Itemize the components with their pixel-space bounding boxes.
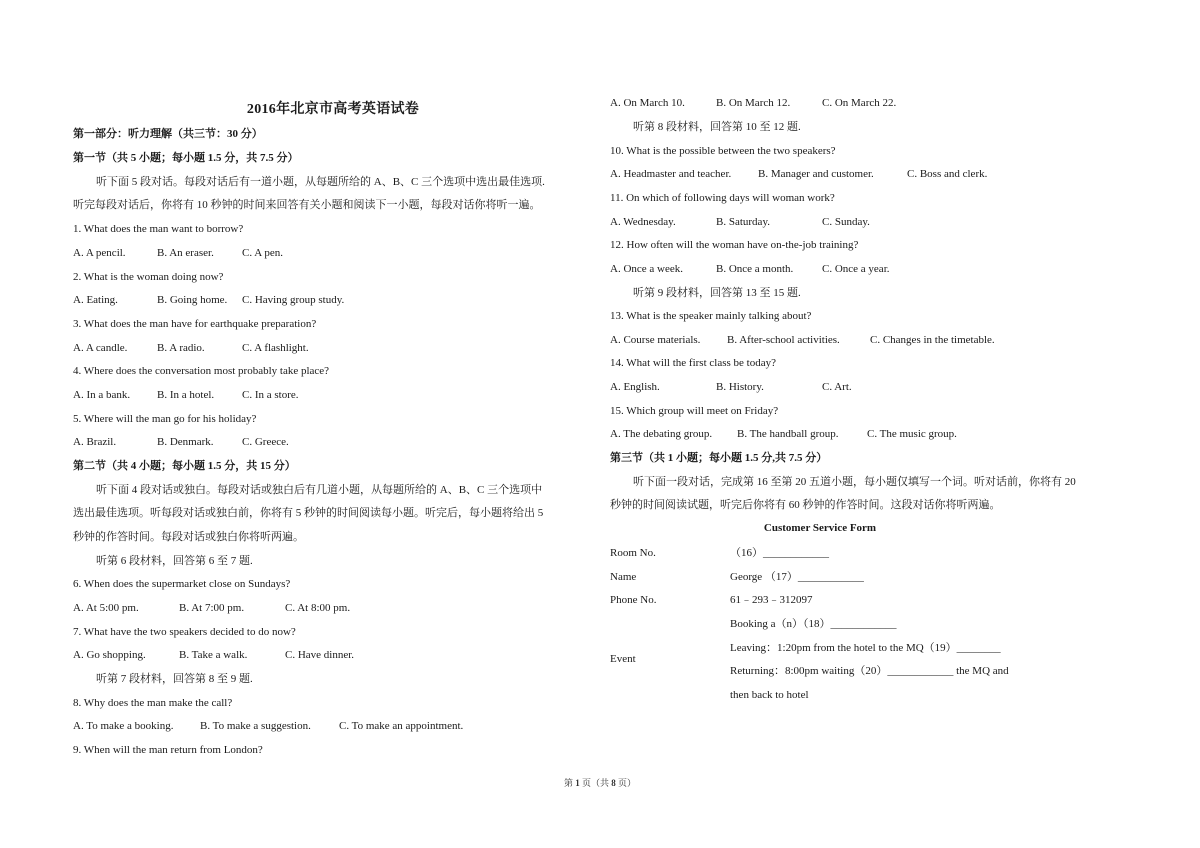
footer-mid: 页（共 [581,778,609,788]
page-total: 8 [611,778,616,788]
option-c: C. Changes in the timetable. [870,334,995,346]
part1-heading: 第一部分：听力理解（共三节：30 分） [73,128,263,140]
option-b: B. After-school activities. [727,334,840,346]
question-12: 12. How often will the woman have on-the-job training? [610,239,859,251]
option-c: C. The music group. [867,428,957,440]
section2-instructions-1: 听下面 4 段对话或独白。每段对话或独白后有几道小题，从每题所给的 A、B、C 三个选项中 [96,484,543,496]
room-label: Room No. [610,547,656,559]
option-c: C. Once a year. [822,263,890,275]
option-b: B. The handball group. [737,428,839,440]
question-10: 10. What is the possible between the two speakers? [610,145,836,157]
material-6: 听第 6 段材料，回答第 6 至 7 题. [96,555,253,567]
material-7: 听第 7 段材料，回答第 8 至 9 题. [96,673,253,685]
option-a: A. Headmaster and teacher. [610,168,732,180]
material-9: 听第 9 段材料，回答第 13 至 15 题. [633,287,801,299]
section3-heading: 第三节（共 1 小题；每小题 1.5 分,共 7.5 分） [610,452,828,464]
question-15: 15. Which group will meet on Friday? [610,405,779,417]
option-b: B. At 7:00 pm. [179,602,245,614]
room-value: （16）____________ [730,547,829,559]
question-3: 3. What does the man have for earthquake preparation? [73,318,317,330]
option-b: B. Manager and customer. [758,168,874,180]
option-a: A. Course materials. [610,334,701,346]
section2-heading: 第二节（共 4 小题；每小题 1.5 分，共 15 分） [73,460,296,472]
page-footer [0,776,1200,789]
section3-instructions-1: 听下面一段对话，完成第 16 至第 20 五道小题，每小题仅填写一个词。听对话前，你将有 20 [633,476,1076,488]
option-a: A. On March 10. [610,97,685,109]
section1-heading: 第一节（共 5 小题；每小题 1.5 分，共 7.5 分） [73,152,299,164]
event-line-3: Returning：8:00pm waiting（20）____________ the MQ and [730,665,1009,677]
option-b: B. Once a month. [716,263,794,275]
option-a: A. A candle. [73,342,128,354]
option-c: C. A flashlight. [242,342,309,354]
option-b: B. To make a suggestion. [200,720,311,732]
question-11: 11. On which of following days will woman work? [610,192,835,204]
option-b: B. Denmark. [157,436,214,448]
option-a: A. Once a week. [610,263,683,275]
option-a: A. English. [610,381,660,393]
phone-value: 61﹣293﹣312097 [730,594,813,606]
question-7: 7. What have the two speakers decided to do now? [73,626,296,638]
option-c: C. Art. [822,381,852,393]
option-c: C. Sunday. [822,216,870,228]
phone-label: Phone No. [610,594,657,606]
option-b: B. Saturday. [716,216,770,228]
event-label: Event [610,653,636,665]
option-c: C. Having group study. [242,294,345,306]
option-b: B. On March 12. [716,97,791,109]
form-title: Customer Service Form [763,522,877,534]
option-a: A. Eating. [73,294,118,306]
name-value: George （17）____________ [730,571,864,583]
option-b: B. In a hotel. [157,389,215,401]
option-b: B. Take a walk. [179,649,248,661]
option-a: A. A pencil. [73,247,126,259]
question-8: 8. Why does the man make the call? [73,697,233,709]
option-c: C. Boss and clerk. [907,168,988,180]
footer-prefix: 第 [563,778,573,788]
option-b: B. An eraser. [157,247,214,259]
name-label: Name [610,571,637,583]
exam-title: 2016年北京市高考英语试卷 [246,102,420,117]
question-2: 2. What is the woman doing now? [73,271,224,283]
option-b: B. Going home. [157,294,228,306]
section2-instructions-3: 秒钟的作答时间。每段对话或独白你将听两遍。 [73,531,304,543]
section2-instructions-2: 选出最佳选项。听每段对话或独白前，你将有 5 秒钟的时间阅读每小题。听完后，每小题将给出 5 [73,507,544,519]
option-b: B. A radio. [157,342,205,354]
event-line-2: Leaving：1:20pm from the hotel to the MQ（19）________ [730,642,1001,654]
question-6: 6. When does the supermarket close on Sundays? [73,578,291,590]
option-c: C. In a store. [242,389,299,401]
option-c: C. To make an appointment. [339,720,464,732]
footer-suffix: 页） [618,778,637,788]
question-5: 5. Where will the man go for his holiday? [73,413,257,425]
section1-instructions-2: 听完每段对话后，你将有 10 秒钟的时间来回答有关小题和阅读下一小题，每段对话你将听一遍。 [73,199,541,211]
option-c: C. On March 22. [822,97,897,109]
page-number: 1 [575,778,580,788]
option-a: A. To make a booking. [73,720,174,732]
question-1: 1. What does the man want to borrow? [73,223,244,235]
section1-instructions-1: 听下面 5 段对话。每段对话后有一道小题，从每题所给的 A、B、C 三个选项中选出最佳选项. [96,176,545,188]
option-c: C. A pen. [242,247,283,259]
event-line-1: Booking a（n）（18）____________ [730,618,897,630]
option-a: A. Brazil. [73,436,117,448]
option-a: A. Wednesday. [610,216,676,228]
material-8: 听第 8 段材料，回答第 10 至 12 题. [633,121,801,133]
option-a: A. Go shopping. [73,649,146,661]
option-a: A. The debating group. [610,428,713,440]
question-9: 9. When will the man return from London? [73,744,263,756]
question-4: 4. Where does the conversation most probably take place? [73,365,330,377]
option-b: B. History. [716,381,764,393]
section3-instructions-2: 秒钟的时间阅读试题，听完后你将有 60 秒钟的作答时间。这段对话你将听两遍。 [610,499,1001,511]
question-14: 14. What will the first class be today? [610,357,776,369]
option-c: C. Greece. [242,436,289,448]
option-a: A. At 5:00 pm. [73,602,139,614]
option-c: C. Have dinner. [285,649,355,661]
option-c: C. At 8:00 pm. [285,602,351,614]
event-line-4: then back to hotel [730,689,809,701]
option-a: A. In a bank. [73,389,131,401]
question-13: 13. What is the speaker mainly talking about? [610,310,812,322]
